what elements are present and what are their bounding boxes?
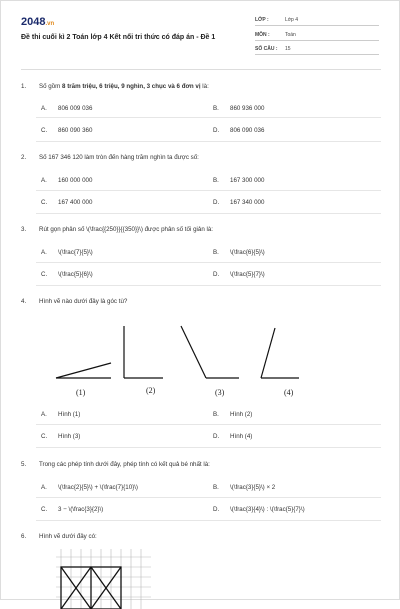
q5-option-c[interactable]: C. 3 − \(\frac{3}{2}\)	[41, 506, 104, 513]
document-title: Đề thi cuối kì 2 Toán lớp 4 Kết nối tri thức có đáp án - Đề 1	[21, 34, 216, 41]
figure-label-3: (3)	[215, 388, 225, 397]
q1-option-b[interactable]: B. 860 936 000	[213, 105, 265, 112]
figure-label-4: (4)	[284, 388, 294, 397]
site-logo[interactable]: 2048.vn	[21, 16, 55, 28]
q5-option-b[interactable]: B. \(\frac{3}{5}\) × 2	[213, 484, 276, 491]
q4-option-c[interactable]: C. Hình (3)	[41, 433, 81, 440]
q3-option-b[interactable]: B. \(\frac{6}{5}\)	[213, 249, 265, 256]
exam-page: 2048.vn Đề thi cuối kì 2 Toán lớp 4 Kết nối tri thức có đáp án - Đề 1 LỚP : Lớp 4 MÔN : Toán SỐ CÂU : 15 1. Số gồm 8 trăm triệu, 6 triệu, 9 nghìn, 3 chục và 6 đơn vị là: A. 806 009 036 B. 860 936 000 C. 860 090 360 D. 806 090 036 2. Số 167 346 120 làm tròn đến hàng trăm nghìn ta được số: A. 160 000 000 B. 167 300 000 C. 167 400 000 D. 167 340 000 3. Rút gọn phân số \(\frac{{250}}{{350}}\) được phân số tối giản là: A. \(\frac{7}{5}\) B. \(\frac{6}{5}\) C. \(\frac{5}{6}\) D. \(\frac{5}{7}\) 4. Hình vẽ nào dưới đây là góc tù? (1) (2) (3) (4) A. Hình (1) B. Hình (2) C. Hình (3) D. Hình (4) 5. Trong các phép tính dưới đây, phép tính có kết quả bé nhất là: A. \(\frac{2}{5}\) + \(\frac{7}{10}\) B. \(\frac{3}{5}\) × 2 C. 3 − \(\frac{3}{2}\) D. \(\frac{3}{4}\) : \(\frac{5}{7}\) 6. Hình vẽ dưới đây có:	[0, 0, 400, 600]
angle-figures	[51, 316, 321, 406]
q1-option-c[interactable]: C. 860 090 360	[41, 127, 93, 134]
q4-option-a[interactable]: A. Hình (1)	[41, 411, 81, 418]
q2-option-c[interactable]: C. 167 400 000	[41, 199, 93, 206]
header-divider	[21, 69, 381, 70]
grid-figure	[56, 549, 156, 609]
q4-option-b[interactable]: B. Hình (2)	[213, 411, 253, 418]
angle-3-arm-a	[181, 326, 206, 378]
q2-option-a[interactable]: A. 160 000 000	[41, 177, 93, 184]
angle-1-arm-b	[56, 363, 111, 378]
angle-4-arm-b	[261, 328, 275, 378]
q3-option-d[interactable]: D. \(\frac{5}{7}\)	[213, 271, 265, 278]
q5-option-d[interactable]: D. \(\frac{3}{4}\) : \(\frac{5}{7}\)	[213, 506, 305, 513]
q3-option-a[interactable]: A. \(\frac{7}{5}\)	[41, 249, 93, 256]
q3-option-c[interactable]: C. \(\frac{5}{6}\)	[41, 271, 93, 278]
q5-option-a[interactable]: A. \(\frac{2}{5}\) + \(\frac{7}{10}\)	[41, 484, 138, 491]
q1-option-d[interactable]: D. 806 090 036	[213, 127, 265, 134]
q4-option-d[interactable]: D. Hình (4)	[213, 433, 253, 440]
q1-option-a[interactable]: A. 806 009 036	[41, 105, 93, 112]
figure-label-2: (2)	[146, 386, 156, 395]
q2-option-b[interactable]: B. 167 300 000	[213, 177, 265, 184]
q2-option-d[interactable]: D. 167 340 000	[213, 199, 265, 206]
figure-label-1: (1)	[76, 388, 86, 397]
